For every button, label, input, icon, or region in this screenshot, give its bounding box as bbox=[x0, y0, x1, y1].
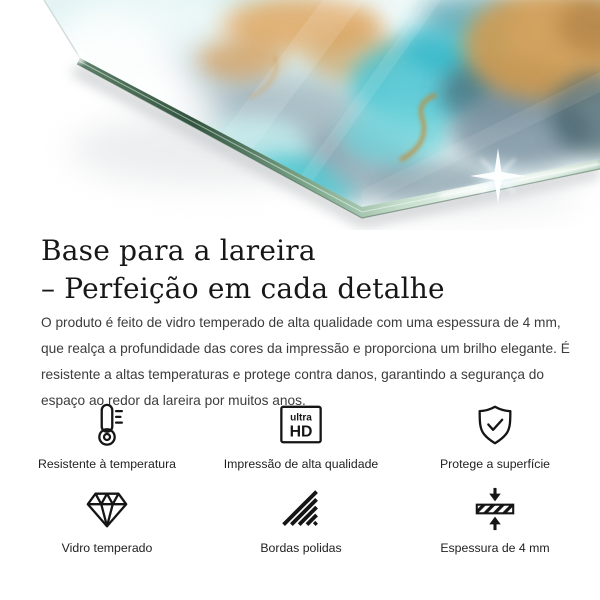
feature-label: Bordas polidas bbox=[260, 541, 342, 555]
feature-grid bbox=[10, 398, 592, 556]
svg-text:ultra: ultra bbox=[290, 412, 312, 424]
feature-label: Impressão de alta qualidade bbox=[223, 457, 379, 471]
title-line-1: Base para a lareira bbox=[41, 234, 316, 267]
feature-label: Protege a superfície bbox=[439, 457, 551, 471]
feature-label: Espessura de 4 mm bbox=[440, 541, 550, 555]
feature-label: Vidro temperado bbox=[61, 541, 153, 555]
feature-tempered-glass bbox=[10, 482, 204, 556]
product-description: O produto é feito de vidro temperado de alta qualidade com uma espessura de 4 mm, que realça a profundidade das cores da impressão e proporciona um brilho elegante. É resistente a altas temperaturas e protege contra danos, garantindo a segurança do espaço ao redor da lareira por muitos anos. bbox=[41, 315, 570, 408]
ultra-hd-icon bbox=[278, 398, 324, 452]
title-line-2: – Perfeição em cada detalhe bbox=[41, 272, 445, 305]
feature-surface-protection bbox=[398, 398, 592, 472]
svg-text:HD: HD bbox=[289, 423, 313, 441]
corner-glint bbox=[74, 52, 86, 64]
feature-temperature-resistance bbox=[10, 398, 204, 472]
polished-edges-icon bbox=[279, 482, 323, 536]
hero-image bbox=[0, 0, 600, 230]
glass-panel-illustration bbox=[0, 0, 600, 230]
page-title bbox=[41, 232, 445, 308]
compressed-thickness-icon bbox=[472, 482, 518, 536]
thermometer-icon bbox=[84, 398, 130, 452]
shield-check-icon bbox=[472, 398, 518, 452]
feature-print-quality bbox=[204, 398, 398, 472]
diamond-icon bbox=[84, 482, 130, 536]
feature-thickness bbox=[398, 482, 592, 556]
feature-label: Resistente à temperatura bbox=[37, 457, 177, 471]
feature-polished-edges bbox=[204, 482, 398, 556]
